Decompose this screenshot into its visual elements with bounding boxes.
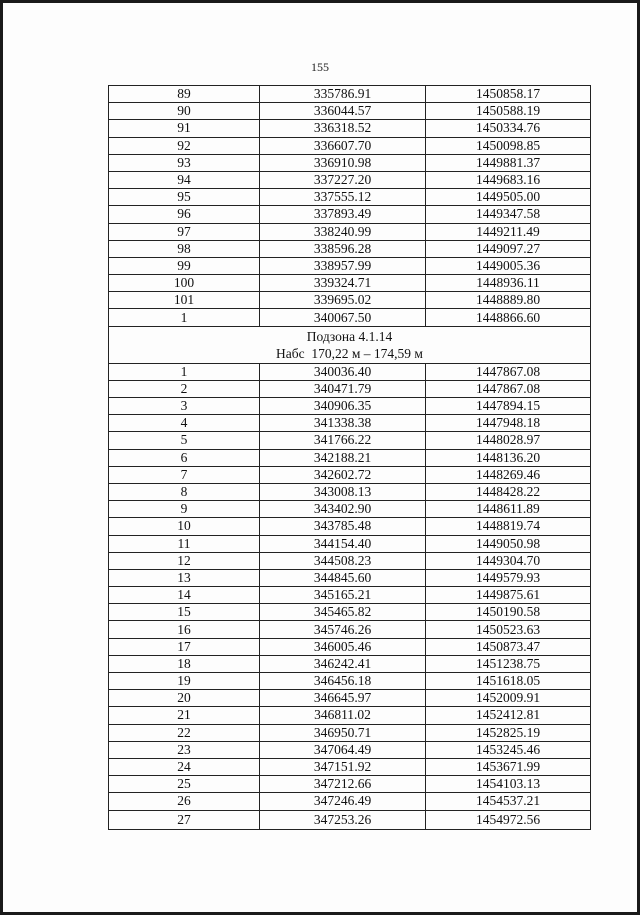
point-number-cell: 100 <box>109 275 260 292</box>
point-number-cell: 15 <box>109 604 260 621</box>
y-coordinate-cell: 1449211.49 <box>426 223 591 240</box>
point-number-cell: 93 <box>109 154 260 171</box>
table-row <box>109 501 591 518</box>
point-number-cell: 16 <box>109 621 260 638</box>
y-coordinate-cell: 1453671.99 <box>426 758 591 775</box>
page-number: 155 <box>311 60 329 74</box>
point-number-cell: 24 <box>109 758 260 775</box>
table-row <box>109 673 591 690</box>
table-row <box>109 793 591 810</box>
x-coordinate-cell: 340067.50 <box>260 309 426 326</box>
point-number-cell: 3 <box>109 398 260 415</box>
x-coordinate-cell: 340036.40 <box>260 363 426 380</box>
x-coordinate-cell: 338240.99 <box>260 223 426 240</box>
y-coordinate-cell: 1449505.00 <box>426 189 591 206</box>
table-row <box>109 604 591 621</box>
y-coordinate-cell: 1449347.58 <box>426 206 591 223</box>
table-row <box>109 189 591 206</box>
table-row <box>109 103 591 120</box>
table-row <box>109 380 591 397</box>
table-row <box>109 638 591 655</box>
point-number-cell: 1 <box>109 309 260 326</box>
table-row <box>109 810 591 829</box>
x-coordinate-cell: 347064.49 <box>260 741 426 758</box>
section-title: Подзона 4.1.14 <box>306 328 393 344</box>
y-coordinate-cell: 1449097.27 <box>426 240 591 257</box>
point-number-cell: 99 <box>109 257 260 274</box>
table-row <box>109 415 591 432</box>
x-coordinate-cell: 340906.35 <box>260 398 426 415</box>
table-body-top <box>109 86 591 327</box>
y-coordinate-cell: 1449881.37 <box>426 154 591 171</box>
table-row <box>109 292 591 309</box>
x-coordinate-cell: 340471.79 <box>260 380 426 397</box>
table-row <box>109 587 591 604</box>
y-coordinate-cell: 1454972.56 <box>426 810 591 829</box>
point-number-cell: 25 <box>109 776 260 793</box>
coordinates-table <box>108 85 591 830</box>
y-coordinate-cell: 1452009.91 <box>426 690 591 707</box>
point-number-cell: 12 <box>109 552 260 569</box>
point-number-cell: 92 <box>109 137 260 154</box>
y-coordinate-cell: 1451618.05 <box>426 673 591 690</box>
y-coordinate-cell: 1447867.08 <box>426 363 591 380</box>
x-coordinate-cell: 346950.71 <box>260 724 426 741</box>
x-coordinate-cell: 344845.60 <box>260 569 426 586</box>
y-coordinate-cell: 1450873.47 <box>426 638 591 655</box>
y-coordinate-cell: 1454537.21 <box>426 793 591 810</box>
y-coordinate-cell: 1450334.76 <box>426 120 591 137</box>
x-coordinate-cell: 339324.71 <box>260 275 426 292</box>
x-coordinate-cell: 347246.49 <box>260 793 426 810</box>
point-number-cell: 27 <box>109 810 260 829</box>
table-row <box>109 120 591 137</box>
y-coordinate-cell: 1449875.61 <box>426 587 591 604</box>
y-coordinate-cell: 1448936.11 <box>426 275 591 292</box>
table-row <box>109 275 591 292</box>
point-number-cell: 94 <box>109 171 260 188</box>
x-coordinate-cell: 343785.48 <box>260 518 426 535</box>
table-row <box>109 206 591 223</box>
y-coordinate-cell: 1449304.70 <box>426 552 591 569</box>
section-header-cell <box>109 326 591 363</box>
y-coordinate-cell: 1448819.74 <box>426 518 591 535</box>
x-coordinate-cell: 346811.02 <box>260 707 426 724</box>
y-coordinate-cell: 1447894.15 <box>426 398 591 415</box>
point-number-cell: 9 <box>109 501 260 518</box>
y-coordinate-cell: 1448136.20 <box>426 449 591 466</box>
x-coordinate-cell: 338957.99 <box>260 257 426 274</box>
y-coordinate-cell: 1448889.80 <box>426 292 591 309</box>
point-number-cell: 5 <box>109 432 260 449</box>
point-number-cell: 96 <box>109 206 260 223</box>
table-row <box>109 309 591 326</box>
table-row <box>109 569 591 586</box>
y-coordinate-cell: 1447867.08 <box>426 380 591 397</box>
y-coordinate-cell: 1454103.13 <box>426 776 591 793</box>
table-row <box>109 758 591 775</box>
y-coordinate-cell: 1448028.97 <box>426 432 591 449</box>
table-row <box>109 171 591 188</box>
y-coordinate-cell: 1450190.58 <box>426 604 591 621</box>
x-coordinate-cell: 341338.38 <box>260 415 426 432</box>
table-row <box>109 137 591 154</box>
point-number-cell: 22 <box>109 724 260 741</box>
point-number-cell: 11 <box>109 535 260 552</box>
table-row <box>109 449 591 466</box>
point-number-cell: 4 <box>109 415 260 432</box>
y-coordinate-cell: 1447948.18 <box>426 415 591 432</box>
table-row <box>109 518 591 535</box>
table-row <box>109 776 591 793</box>
point-number-cell: 10 <box>109 518 260 535</box>
y-coordinate-cell: 1449050.98 <box>426 535 591 552</box>
x-coordinate-cell: 346242.41 <box>260 655 426 672</box>
table-row <box>109 655 591 672</box>
x-coordinate-cell: 345465.82 <box>260 604 426 621</box>
section-subtitle: Набс 170,22 м – 174,59 м <box>276 345 423 361</box>
point-number-cell: 14 <box>109 587 260 604</box>
point-number-cell: 7 <box>109 466 260 483</box>
y-coordinate-cell: 1450588.19 <box>426 103 591 120</box>
x-coordinate-cell: 343008.13 <box>260 483 426 500</box>
table-row <box>109 483 591 500</box>
x-coordinate-cell: 347212.66 <box>260 776 426 793</box>
y-coordinate-cell: 1452412.81 <box>426 707 591 724</box>
point-number-cell: 21 <box>109 707 260 724</box>
y-coordinate-cell: 1448866.60 <box>426 309 591 326</box>
x-coordinate-cell: 337893.49 <box>260 206 426 223</box>
y-coordinate-cell: 1448428.22 <box>426 483 591 500</box>
table-row <box>109 690 591 707</box>
y-coordinate-cell: 1448611.89 <box>426 501 591 518</box>
point-number-cell: 6 <box>109 449 260 466</box>
table-row <box>109 154 591 171</box>
x-coordinate-cell: 347151.92 <box>260 758 426 775</box>
x-coordinate-cell: 344154.40 <box>260 535 426 552</box>
y-coordinate-cell: 1450523.63 <box>426 621 591 638</box>
table-row <box>109 257 591 274</box>
table-row <box>109 707 591 724</box>
point-number-cell: 17 <box>109 638 260 655</box>
x-coordinate-cell: 341766.22 <box>260 432 426 449</box>
x-coordinate-cell: 337227.20 <box>260 171 426 188</box>
point-number-cell: 98 <box>109 240 260 257</box>
section-header-row <box>109 326 591 363</box>
table-row <box>109 223 591 240</box>
x-coordinate-cell: 336910.98 <box>260 154 426 171</box>
point-number-cell: 89 <box>109 86 260 103</box>
point-number-cell: 101 <box>109 292 260 309</box>
y-coordinate-cell: 1449579.93 <box>426 569 591 586</box>
x-coordinate-cell: 342188.21 <box>260 449 426 466</box>
x-coordinate-cell: 336607.70 <box>260 137 426 154</box>
table-row <box>109 432 591 449</box>
point-number-cell: 26 <box>109 793 260 810</box>
point-number-cell: 18 <box>109 655 260 672</box>
table-row <box>109 240 591 257</box>
y-coordinate-cell: 1451238.75 <box>426 655 591 672</box>
table-row <box>109 741 591 758</box>
y-coordinate-cell: 1448269.46 <box>426 466 591 483</box>
table-row <box>109 398 591 415</box>
point-number-cell: 23 <box>109 741 260 758</box>
section-header <box>109 326 591 363</box>
y-coordinate-cell: 1450858.17 <box>426 86 591 103</box>
x-coordinate-cell: 345746.26 <box>260 621 426 638</box>
table-row <box>109 466 591 483</box>
x-coordinate-cell: 336044.57 <box>260 103 426 120</box>
table-row <box>109 621 591 638</box>
x-coordinate-cell: 335786.91 <box>260 86 426 103</box>
table-row <box>109 724 591 741</box>
table-row <box>109 363 591 380</box>
table-row <box>109 552 591 569</box>
table-row <box>109 535 591 552</box>
x-coordinate-cell: 342602.72 <box>260 466 426 483</box>
point-number-cell: 13 <box>109 569 260 586</box>
point-number-cell: 2 <box>109 380 260 397</box>
point-number-cell: 8 <box>109 483 260 500</box>
x-coordinate-cell: 337555.12 <box>260 189 426 206</box>
x-coordinate-cell: 346456.18 <box>260 673 426 690</box>
table-body-bottom <box>109 363 591 829</box>
x-coordinate-cell: 339695.02 <box>260 292 426 309</box>
point-number-cell: 95 <box>109 189 260 206</box>
document-page <box>3 3 637 912</box>
y-coordinate-cell: 1453245.46 <box>426 741 591 758</box>
x-coordinate-cell: 336318.52 <box>260 120 426 137</box>
x-coordinate-cell: 346005.46 <box>260 638 426 655</box>
y-coordinate-cell: 1449683.16 <box>426 171 591 188</box>
point-number-cell: 20 <box>109 690 260 707</box>
x-coordinate-cell: 347253.26 <box>260 810 426 829</box>
y-coordinate-cell: 1452825.19 <box>426 724 591 741</box>
x-coordinate-cell: 345165.21 <box>260 587 426 604</box>
y-coordinate-cell: 1449005.36 <box>426 257 591 274</box>
table-row <box>109 86 591 103</box>
point-number-cell: 90 <box>109 103 260 120</box>
point-number-cell: 91 <box>109 120 260 137</box>
x-coordinate-cell: 343402.90 <box>260 501 426 518</box>
point-number-cell: 97 <box>109 223 260 240</box>
point-number-cell: 19 <box>109 673 260 690</box>
point-number-cell: 1 <box>109 363 260 380</box>
x-coordinate-cell: 344508.23 <box>260 552 426 569</box>
x-coordinate-cell: 338596.28 <box>260 240 426 257</box>
y-coordinate-cell: 1450098.85 <box>426 137 591 154</box>
x-coordinate-cell: 346645.97 <box>260 690 426 707</box>
